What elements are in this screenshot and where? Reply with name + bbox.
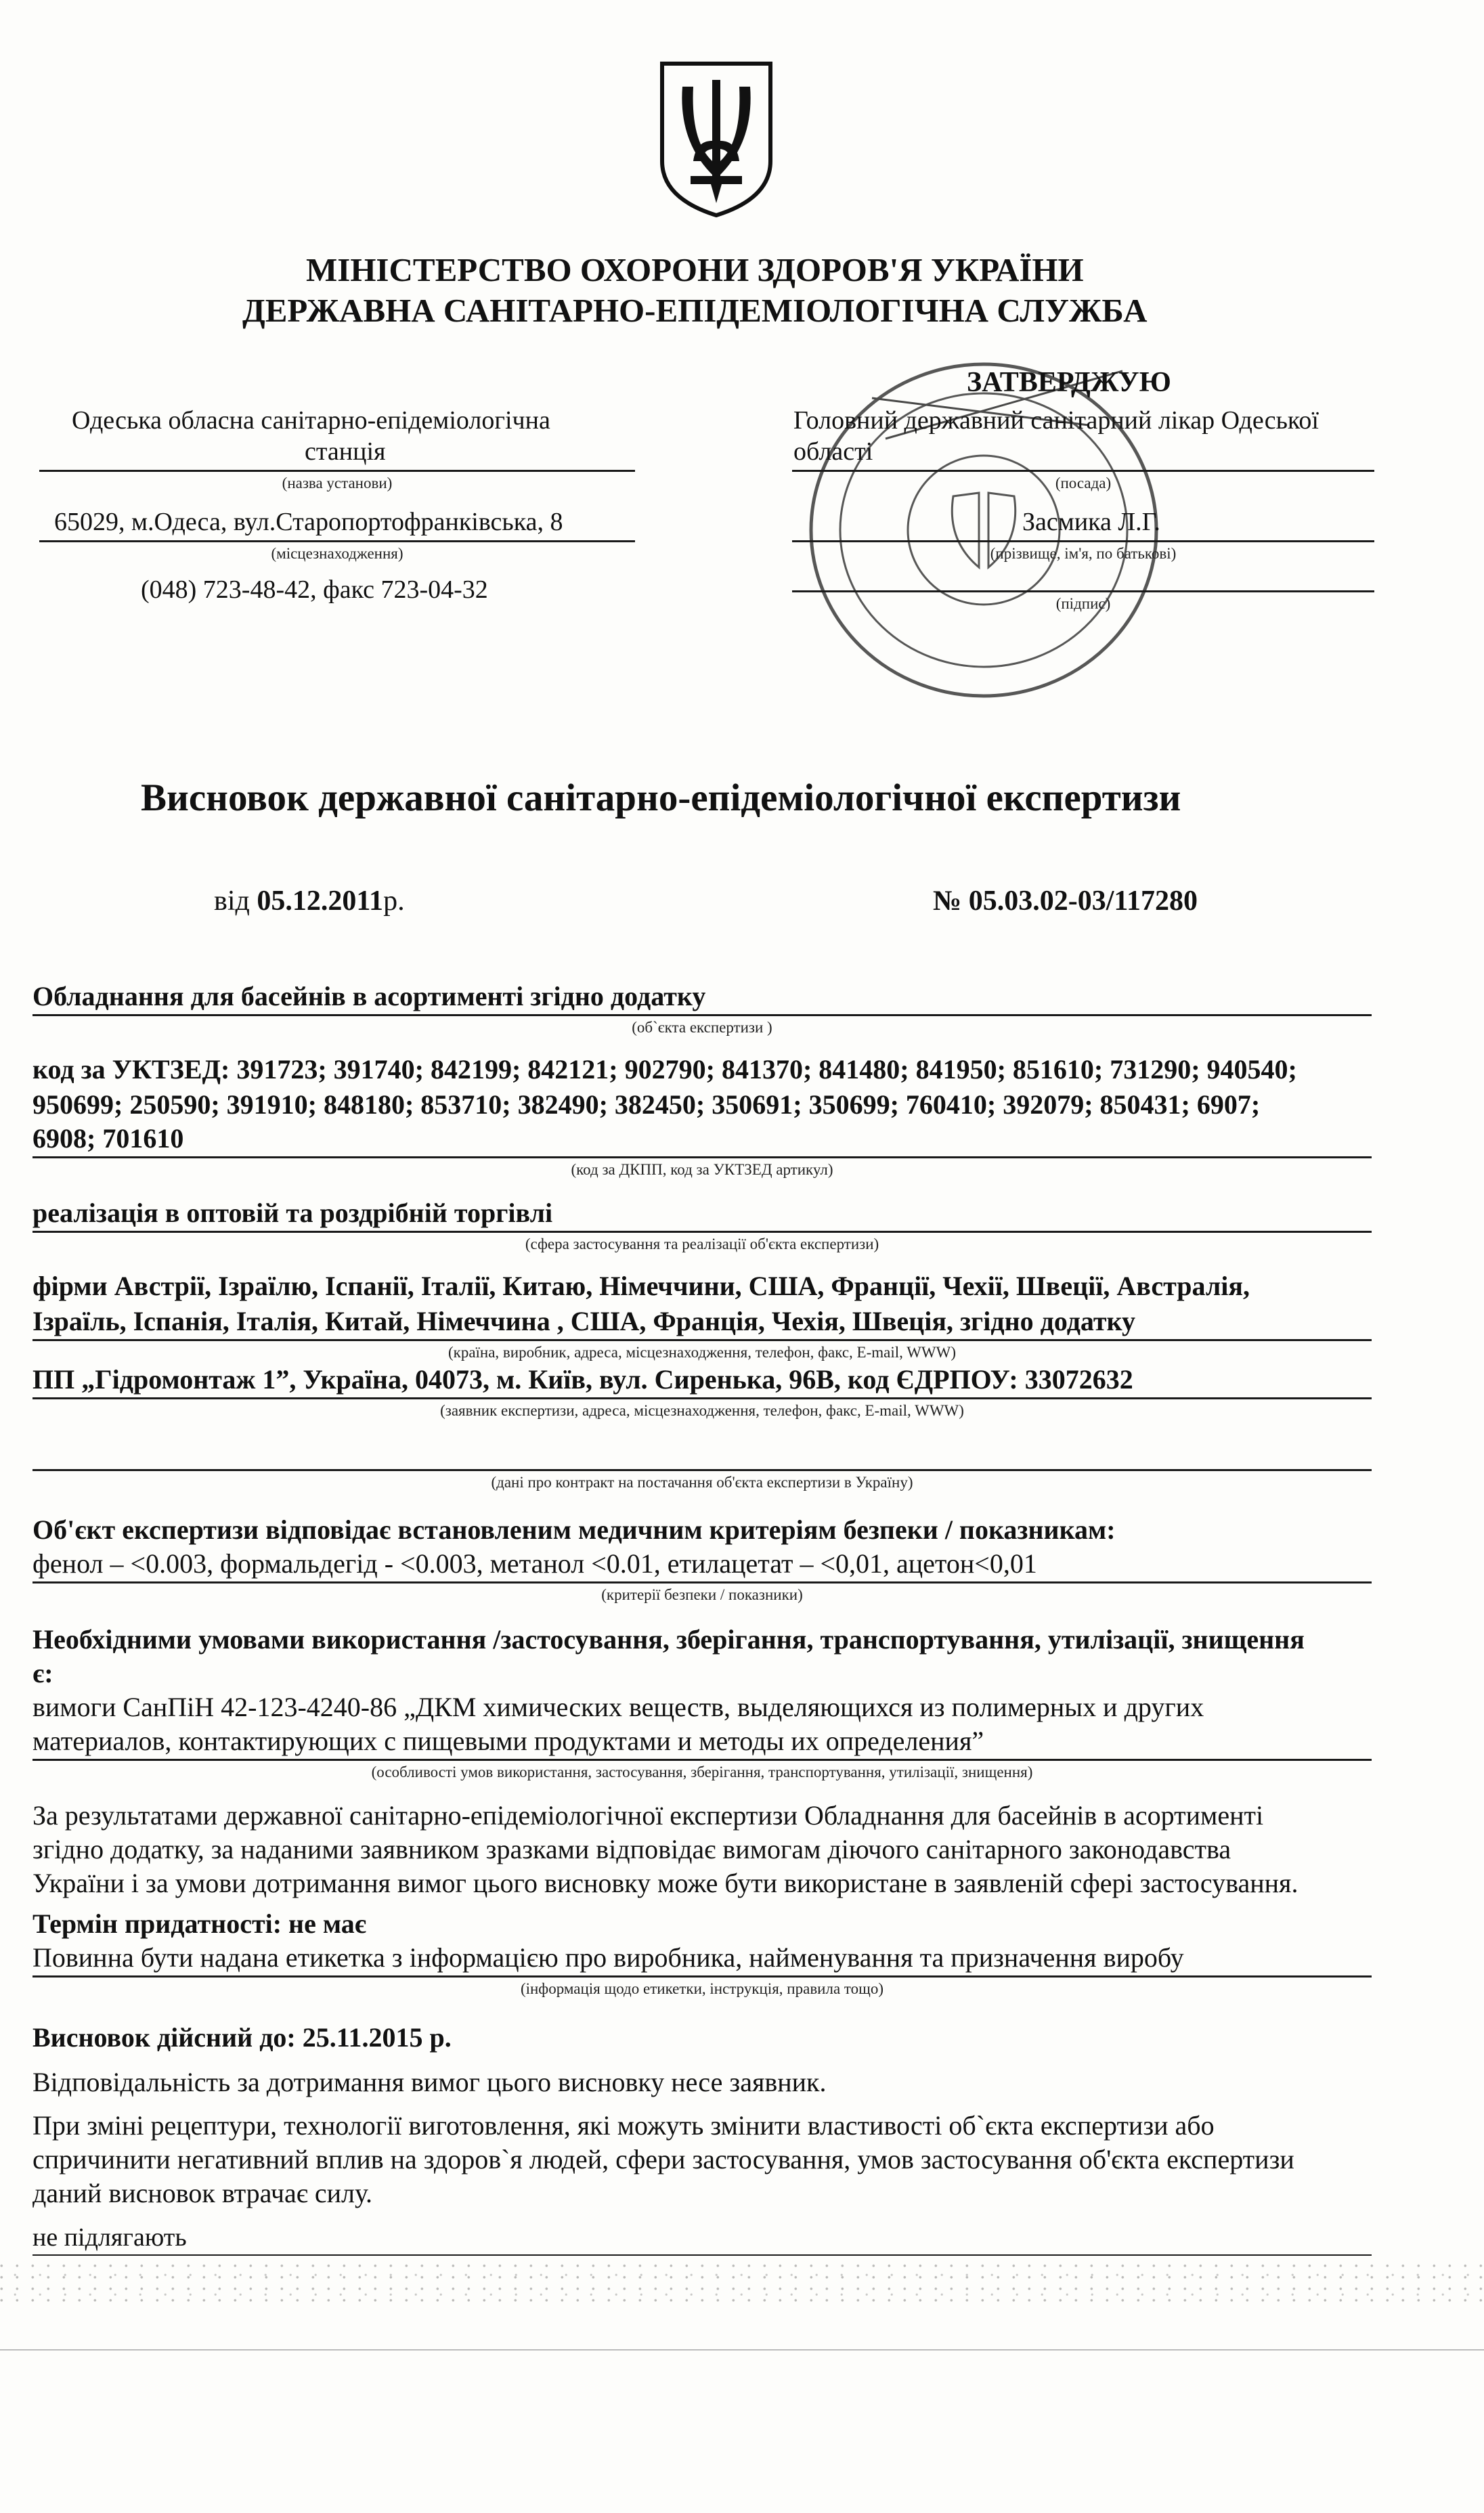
divider [32, 2254, 1372, 2256]
divider [32, 1156, 1372, 1158]
label-caption: (інформація щодо етикетки, інструкція, правила тощо) [520, 1980, 884, 1997]
firms-caption: (країна, виробник, адреса, місцезнаходження, телефон, факс, E-mail, WWW) [448, 1344, 957, 1361]
change-line: даний висновок втрачає силу. [32, 2178, 372, 2208]
signature-caption: (підпис) [1055, 595, 1111, 612]
codes-line: код за УКТЗЕД: 391723; 391740; 842199; 842121; 902790; 841370; 841480; 841950; 851610; 731290; 940540; [32, 1054, 1297, 1085]
shelf-life: Термін придатності: не має [32, 1908, 367, 1939]
divider [792, 590, 1374, 592]
document-date [214, 887, 405, 915]
firms-line: Ізраїль, Іспанія, Італія, Китай, Німеччина , США, Франція, Чехія, Швеція, згідно додатку [32, 1306, 1136, 1336]
criteria-values: фенол – <0.003, формальдегід - <0.003, метанол <0.01, етилацетат – <0,01, ацетон<0,01 [32, 1548, 1037, 1579]
applicant-text: ПП „Гідромонтаж 1”, Україна, 04073, м. Київ, вул. Сиренька, 96В, код ЄДРПОУ: 33072632 [32, 1364, 1133, 1395]
scope-caption: (сфера застосування та реалізації об'єкта експертизи) [525, 1236, 879, 1252]
document-number: № 05.03.02-03/117280 [933, 886, 1198, 917]
change-line: спричинити негативний вплив на здоров`я людей, сфери застосування, умов застосування об'єкта експертизи [32, 2144, 1294, 2175]
scan-noise [0, 2261, 1484, 2309]
institution-phone: (048) 723-48-42, факс 723-04-32 [141, 575, 488, 604]
responsibility-text: Відповідальність за дотримання вимог цього висновку несе заявник. [32, 2067, 827, 2097]
institution-address: 65029, м.Одеса, вул.Старопортофранківська, 8 [54, 508, 563, 536]
institution-address-caption: (місцезнаходження) [271, 545, 403, 562]
institution-name-caption: (назва установи) [282, 475, 393, 491]
scan-edge [0, 2349, 1484, 2351]
results-line: За результатами державної санітарно-епідеміологічної експертизи Обладнання для басейнів в асортименті [32, 1800, 1264, 1831]
divider [32, 1397, 1372, 1399]
date-prefix: від [214, 886, 250, 917]
divider [32, 1581, 1372, 1583]
divider [32, 1231, 1372, 1233]
expertise-object: Обладнання для басейнів в асортименті згідно додатку [32, 981, 706, 1011]
scope-text: реалізація в оптовій та роздрібній торгівлі [32, 1198, 553, 1228]
document-title: Висновок державної санітарно-епідеміологічної експертизи [141, 777, 1181, 819]
criteria-caption: (критерії безпеки / показники) [601, 1586, 803, 1603]
codes-caption: (код за ДКПП, код за УКТЗЕД артикул) [571, 1161, 833, 1178]
codes-line: 950699; 250590; 391910; 848180; 853710; 382490; 382450; 350691; 350699; 760410; 392079; 850431; 6907; [32, 1089, 1261, 1120]
divider [32, 1014, 1372, 1016]
date-suffix: р. [383, 886, 405, 917]
divider [32, 1975, 1372, 1977]
applicant-caption: (заявник експертизи, адреса, місцезнаходження, телефон, факс, E-mail, WWW) [440, 1402, 964, 1419]
approval-title: ЗАТВЕРДЖУЮ [967, 367, 1171, 398]
codes-line: 6908; 701610 [32, 1123, 184, 1154]
contract-caption: (дані про контракт на постачання об'єкта експертизи в Україну) [491, 1474, 913, 1491]
divider [32, 1339, 1372, 1341]
last-line-text: не підлягають [32, 2223, 187, 2252]
conditions-line: материалов, контактирующих с пищевыми продуктами и методы их определения” [32, 1726, 984, 1756]
institution-name: Одеська обласна санітарно-епідеміологічна [72, 406, 550, 435]
divider [792, 540, 1374, 542]
approval-name-caption: (прізвище, ім'я, по батькові) [990, 545, 1177, 562]
results-line: України і за умови дотримання вимог цього висновку може бути використане в заявленій сфері застосування. [32, 1868, 1298, 1898]
approval-position: Головний державний санітарний лікар Одеської [793, 406, 1319, 435]
divider [792, 470, 1374, 472]
criteria-heading: Об'єкт експертизи відповідає встановленим медичним критеріям безпеки / показникам: [32, 1514, 1116, 1545]
conditions-line: вимоги СанПіН 42-123-4240-86 „ДКМ химических веществ, выделяющихся из полимерных и других [32, 1692, 1204, 1722]
institution-name-line2: станція [305, 437, 386, 466]
approval-position-line2: області [793, 437, 873, 466]
divider [39, 470, 635, 472]
label-info: Повинна бути надана етикетка з інформацією про виробника, найменування та призначення виробу [32, 1942, 1184, 1973]
results-line: згідно додатку, за наданими заявником зразками відповідає вимогам діючого санітарного законодавства [32, 1834, 1231, 1864]
service-heading: ДЕРЖАВНА САНІТАРНО-ЕПІДЕМІОЛОГІЧНА СЛУЖБА [242, 292, 1148, 329]
conditions-caption: (особливості умов використання, застосування, зберігання, транспортування, утилізації, знищення) [371, 1764, 1033, 1780]
conditions-heading: Необхідними умовами використання /застосування, зберігання, транспортування, утилізації, знищення [32, 1624, 1305, 1655]
ukraine-trident-emblem-icon [655, 60, 777, 219]
conditions-heading-line2: є: [32, 1658, 53, 1688]
valid-until: Висновок дійсний до: 25.11.2015 р. [32, 2022, 452, 2053]
divider [39, 540, 635, 542]
firms-line: фірми Австрії, Ізраїлю, Іспанії, Італії, Китаю, Німеччини, США, Франції, Чехії, Швеції, Австралія, [32, 1271, 1250, 1301]
object-caption: (об`єкта експертизи ) [632, 1019, 772, 1036]
ministry-heading: МІНІСТЕРСТВО ОХОРОНИ ЗДОРОВ'Я УКРАЇНИ [306, 251, 1084, 288]
divider [32, 1469, 1372, 1471]
approval-name: Засмика Л.Г. [1022, 508, 1160, 536]
date-value: 05.12.2011 [257, 886, 384, 917]
divider [32, 1759, 1372, 1761]
change-line: При зміні рецептури, технології виготовлення, які можуть змінити властивості об`єкта експертизи або [32, 2110, 1215, 2141]
approval-position-caption: (посада) [1055, 475, 1112, 491]
